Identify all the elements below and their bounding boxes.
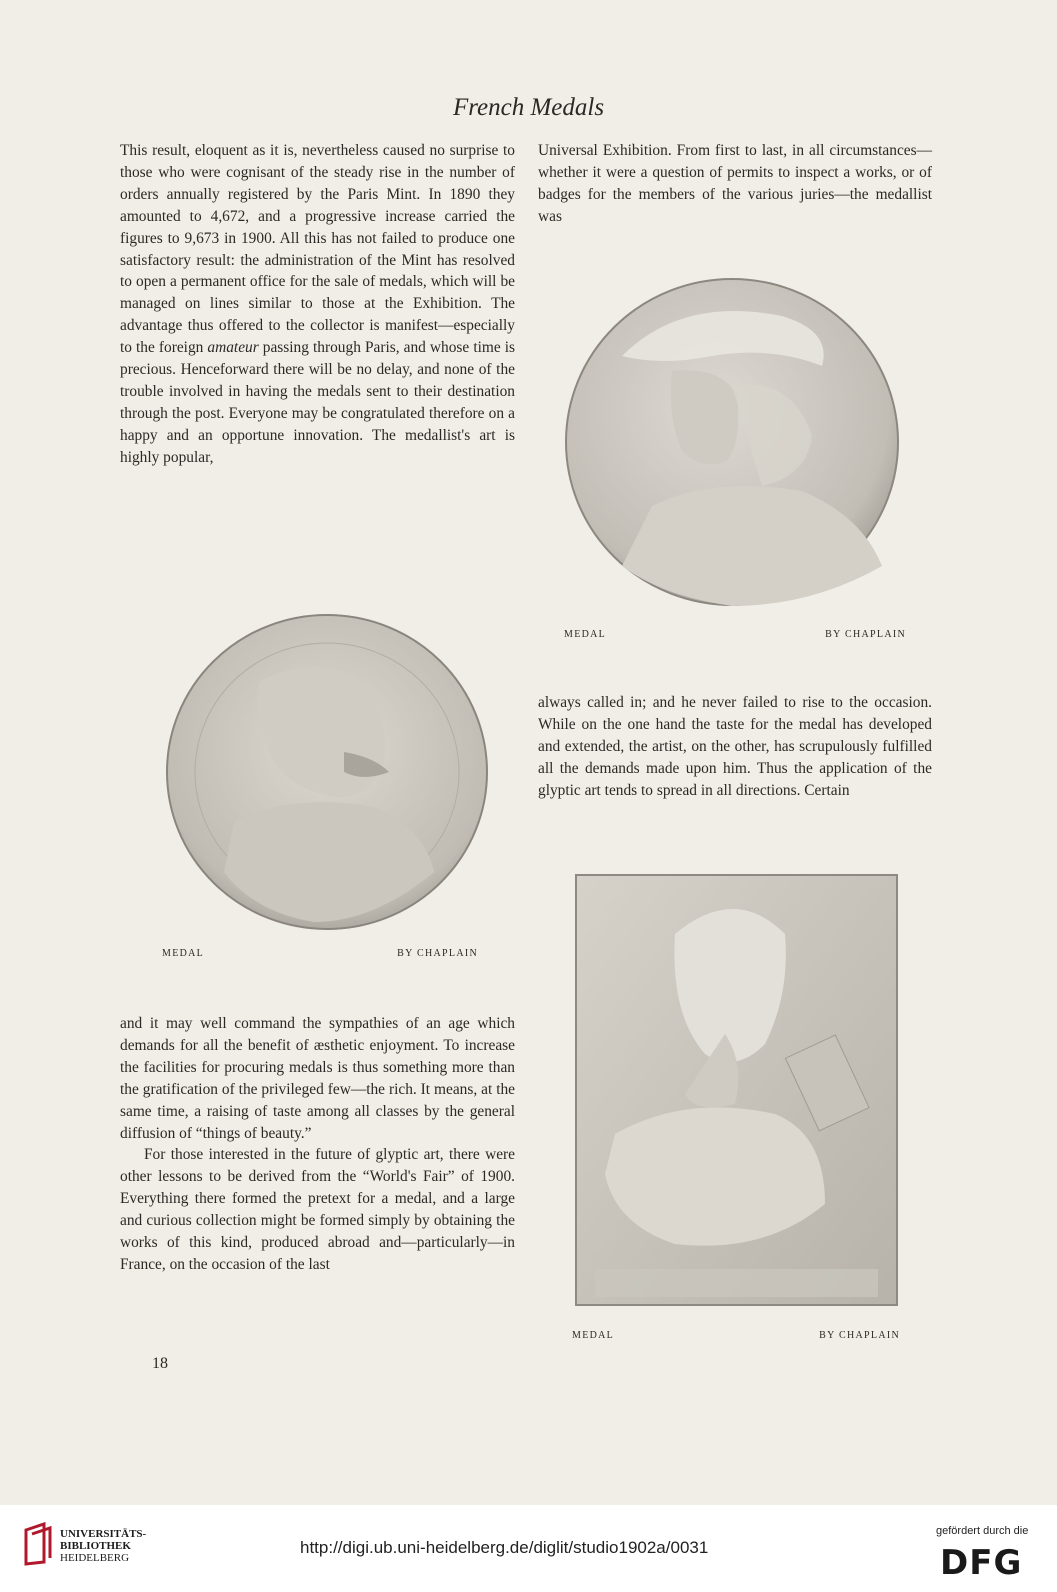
caption-label: MEDAL — [572, 1330, 615, 1341]
medal-portrait-man — [164, 612, 490, 932]
caption-artist: BY CHAPLAIN — [397, 948, 478, 959]
library-name-line: BIBLIOTHEK — [60, 1540, 131, 1552]
left-column-top — [120, 140, 515, 469]
caption-medal-2 — [162, 948, 478, 959]
caption-medal-1 — [564, 629, 906, 640]
university-library-logo-icon — [22, 1522, 56, 1566]
caption-label: MEDAL — [162, 948, 205, 959]
right-column-top — [538, 140, 932, 228]
page-number: 18 — [152, 1355, 168, 1372]
running-head: French Medals — [452, 94, 605, 121]
plaque-portrait-woman-reading — [575, 874, 898, 1306]
paragraph: This result, eloquent as it is, nevertheless caused no surprise to those who were cognisant of the steady rise in the number of orders annually registered by the Paris Mint. In 1890 they amounted to 4,672, and a progressive increase carried the figures to 9,673 in 1900. All this has not failed to produce one satisfactory result: the administration of the Mint has resolved to open a permanent office for the sale of medals, which will be managed on lines similar to those at the Exhibition. The advantage thus offered to the collector is manifest—especially to the foreign amateur passing through Paris, and whose time is precious. Henceforward there will be no delay, and none of the trouble involved in having the medals sent to their destination through the post. Everyone may be congratulated therefore on a happy and an opportune innovation. The medallist's art is highly popular, — [120, 142, 515, 466]
caption-artist: BY CHAPLAIN — [819, 1330, 900, 1341]
left-column-bottom — [120, 1013, 515, 1276]
paragraph: For those interested in the future of glyptic art, there were other lessons to be derived from the “World's Fair” of 1900. Everything there formed the pretext for a medal, and a large and curious collection might be formed simply by obtaining the works of this kind, produced abroad and—particularly—in France, on the occasion of the last — [120, 1146, 515, 1273]
funded-by-label: gefördert durch die — [936, 1525, 1029, 1537]
right-column-middle — [538, 692, 932, 802]
caption-label: MEDAL — [564, 629, 607, 640]
dfg-logo: DFG — [940, 1543, 1023, 1583]
medal-portrait-woman-hat — [562, 276, 902, 608]
caption-artist: BY CHAPLAIN — [825, 629, 906, 640]
library-name-line: UNIVERSITÄTS- — [60, 1528, 147, 1540]
paragraph: and it may well command the sympathies of an age which demands for all the benefit of æsthetic enjoyment. To increase the facilities for procuring medals is thus something more than the gratification of the privileged few—the rich. It means, at the same time, a raising of taste among all classes by the general diffusion of “things of beauty.” — [120, 1015, 515, 1142]
paragraph: Universal Exhibition. From first to last, in all circumstances—whether it were a question of permits to inspect a works, or of badges for the members of the various juries—the medallist was — [538, 142, 932, 225]
paragraph: always called in; and he never failed to rise to the occasion. While on the one hand the taste for the medal has developed and extended, the artist, on the other, has scrupulously fulfilled all the demands made upon him. Thus the application of the glyptic art tends to spread in all directions. Certain — [538, 694, 932, 799]
library-name-line: HEIDELBERG — [60, 1552, 130, 1564]
source-url-link[interactable]: http://digi.ub.uni-heidelberg.de/diglit/studio1902a/0031 — [300, 1538, 709, 1557]
caption-medal-3 — [572, 1330, 900, 1341]
library-name — [60, 1528, 146, 1564]
